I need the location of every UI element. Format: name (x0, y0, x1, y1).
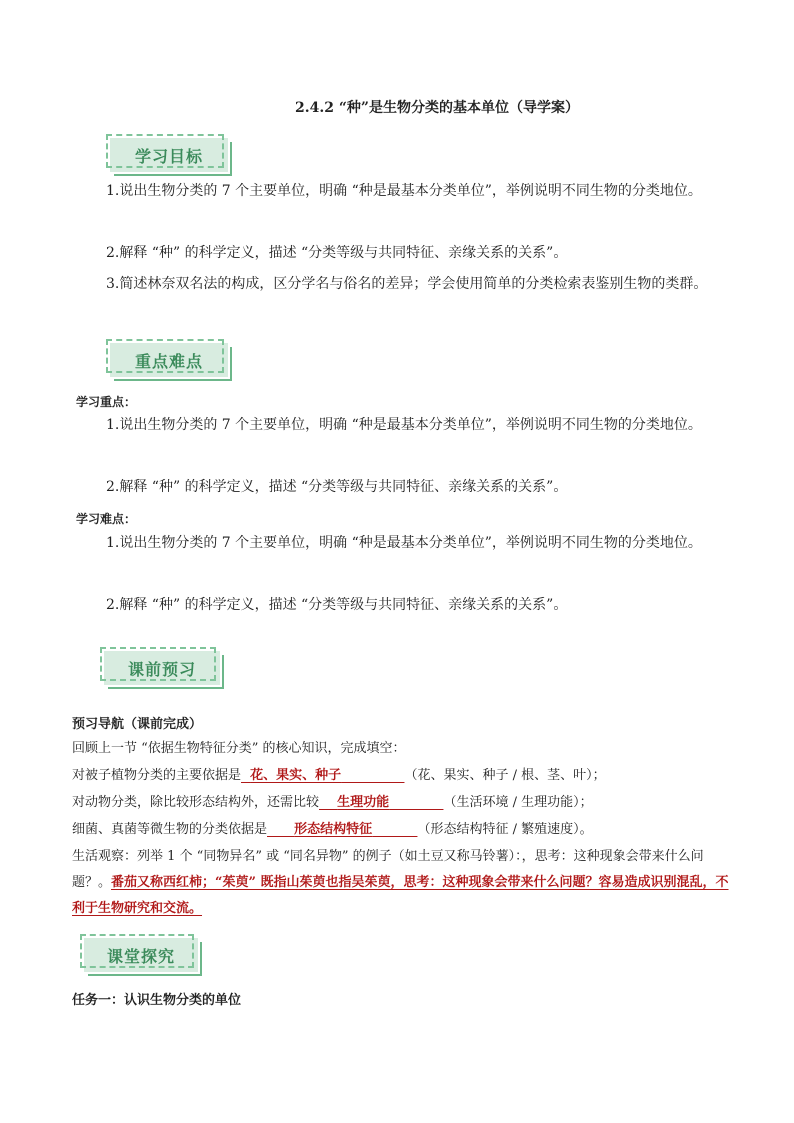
question-options: （生活环境 / 生理功能）； (443, 795, 593, 810)
section-label: 重点难点 (134, 351, 203, 371)
section-badge-keypoints (110, 343, 228, 377)
preview-question-2 (72, 790, 732, 816)
question-text: 对动物分类，除比较形态结构外，还需比较 (72, 795, 320, 810)
difficult-item-2: 2.解释 “种” 的科学定义，描述 “分类等级与共同特征、亲缘关系的关系”。 (106, 597, 568, 613)
key-item-2: 2.解释 “种” 的科学定义，描述 “分类等级与共同特征、亲缘关系的关系”。 (106, 479, 568, 495)
preview-question-1 (72, 763, 732, 789)
life-observation (72, 844, 732, 922)
section-label: 课前预习 (127, 659, 196, 679)
preview-intro: 回顾上一节 “依据生物特征分类” 的核心知识，完成填空： (72, 741, 406, 756)
observation-answer: 番茄又称西红柿；“茱萸” 既指山茱萸也指吴茱萸，思考：这种现象会带来什么问题？容易造成识别混乱，不利于生物研究和交流。 (72, 875, 729, 916)
objective-3: 3.简述林奈双名法的构成，区分学名与俗名的差异；学会使用简单的分类检索表鉴别生物的类群。 (106, 276, 708, 292)
key-label: 学习重点： (76, 395, 137, 409)
difficult-label: 学习难点： (76, 512, 137, 526)
answer-fill: 花、果实、种子 (250, 768, 342, 783)
section-badge-explore (84, 938, 198, 972)
task-1-title: 任务一：认识生物分类的单位 (72, 993, 242, 1008)
section-badge-objectives (110, 138, 228, 172)
question-options: （形态结构特征 / 繁殖速度）。 (417, 822, 593, 837)
difficult-item-1: 1.说出生物分类的 7 个主要单位，明确 “种是最基本分类单位”，举例说明不同生物的分类地位。 (106, 535, 702, 551)
section-label: 学习目标 (134, 146, 203, 166)
preview-question-3 (72, 817, 732, 843)
objective-1: 1.说出生物分类的 7 个主要单位，明确 “种是最基本分类单位”，举例说明不同生物的分类地位。 (106, 183, 702, 199)
page-title: 2.4.2 “种”是生物分类的基本单位（导学案） (295, 100, 579, 116)
objective-2: 2.解释 “种” 的科学定义，描述 “分类等级与共同特征、亲缘关系的关系”。 (106, 245, 568, 261)
key-item-1: 1.说出生物分类的 7 个主要单位，明确 “种是最基本分类单位”，举例说明不同生物的分类地位。 (106, 417, 702, 433)
question-text: 细菌、真菌等微生物的分类依据是 (72, 822, 268, 837)
section-badge-preview (104, 651, 220, 685)
answer-fill: 生理功能 (337, 795, 390, 810)
question-options: （花、果实、种子 / 根、茎、叶）； (404, 768, 606, 783)
preview-nav: 预习导航（课前完成） (72, 717, 203, 732)
observation-text: 生活观察：列举 1 个 “同物异名” 或 “同名异物” 的例子（如土豆又称马铃薯）：，思考：这种现象会带来什么问题？。 (72, 849, 704, 890)
section-label: 课堂探究 (106, 946, 175, 966)
question-text: 对被子植物分类的主要依据是 (72, 768, 242, 783)
answer-fill: 形态结构特征 (294, 822, 373, 837)
